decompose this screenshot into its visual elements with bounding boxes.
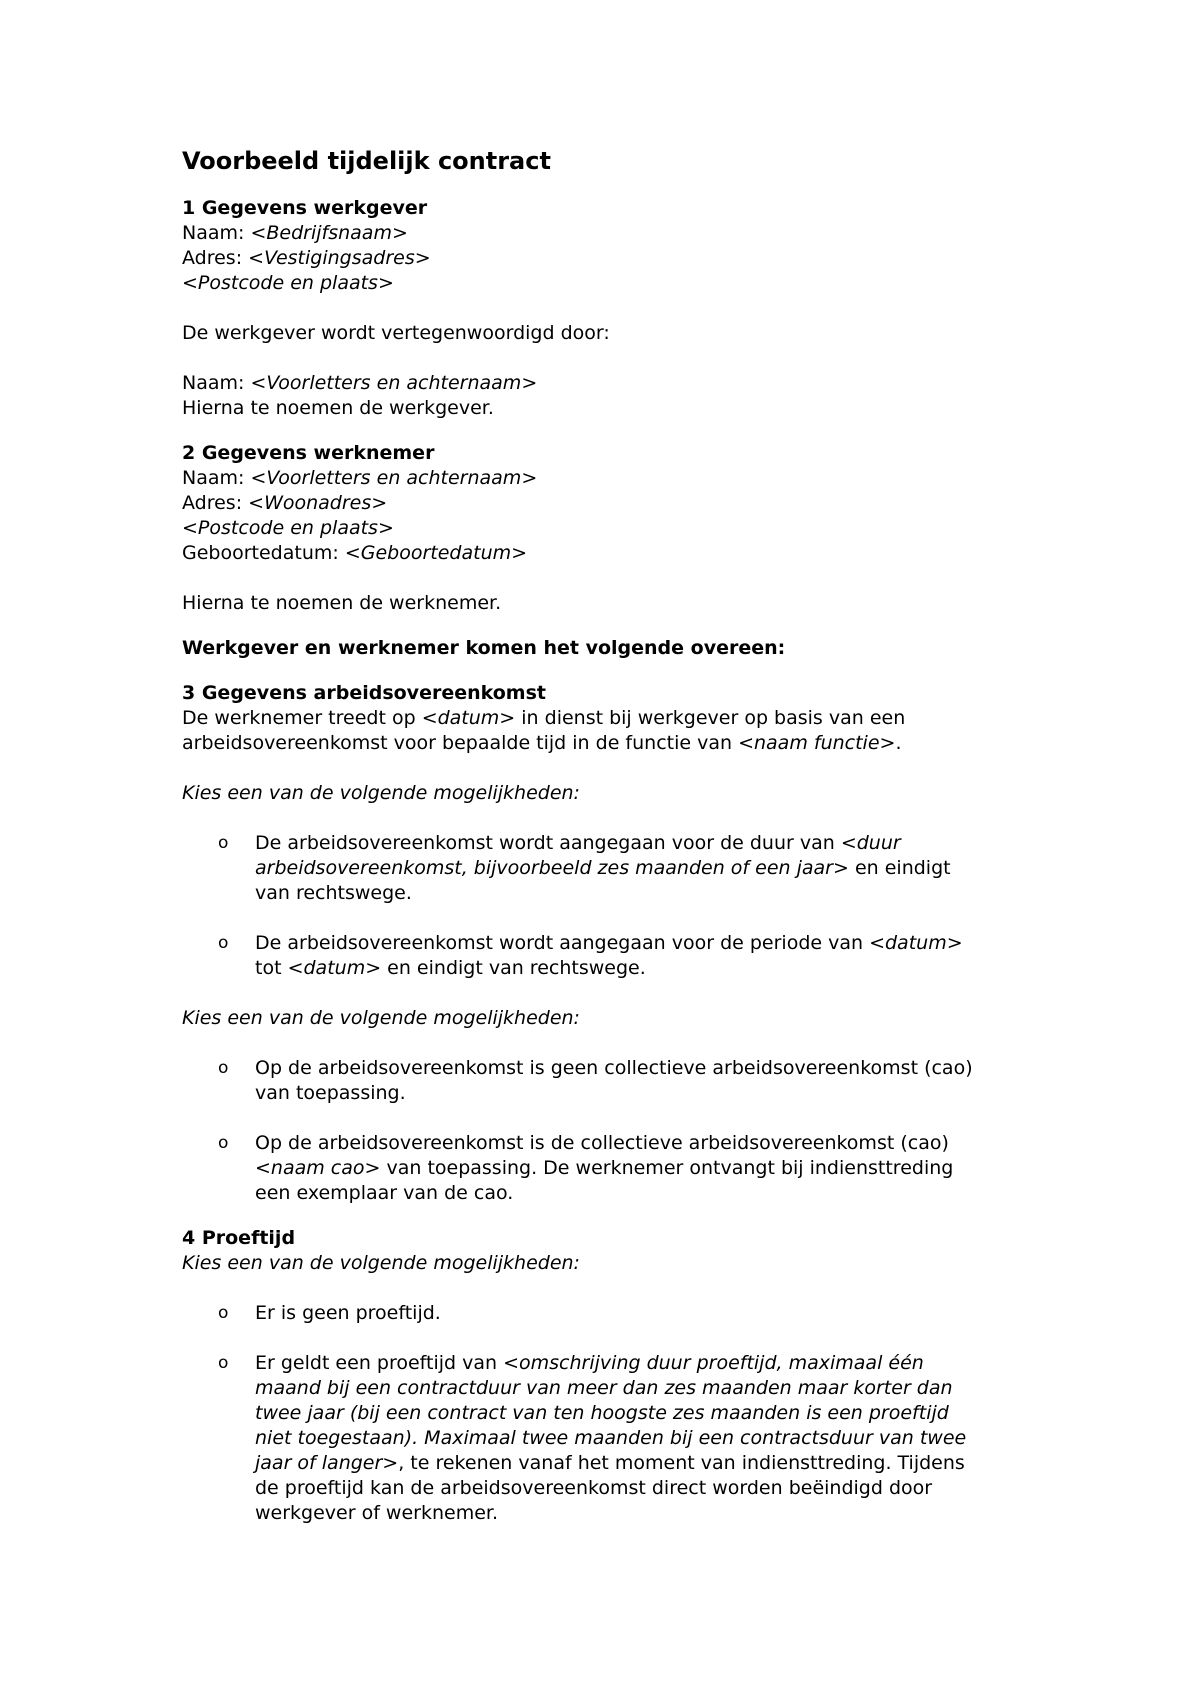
bullet-icon: o — [218, 933, 229, 953]
section-3-heading: 3 Gegevens arbeidsovereenkomst — [182, 682, 546, 704]
representative-name: Naam: <Voorletters en achternaam> — [182, 372, 538, 394]
employee-birthdate: Geboortedatum: <Geboortedatum> — [182, 542, 528, 564]
choose-instruction: Kies een van de volgende mogelijkheden: — [182, 782, 580, 804]
bullet-icon: o — [218, 833, 229, 853]
employer-address: Adres: <Vestigingsadres> — [182, 247, 431, 269]
option-fixed-period: o De arbeidsovereenkomst wordt aangegaan voor de periode van <datum> tot <datum> en eindigt van rechtswege. — [218, 932, 963, 979]
employee-hereinafter: Hierna te noemen de werknemer. — [182, 592, 502, 614]
employee-name: Naam: <Voorletters en achternaam> — [182, 467, 538, 489]
employer-name: Naam: <Bedrijfsnaam> — [182, 222, 408, 244]
option-cao-applies: o Op de arbeidsovereenkomst is de collectieve arbeidsovereenkomst (cao) <naam cao> van toepassing. De werknemer ontvangt bij indiensttreding een exemplaar van de cao. — [218, 1132, 954, 1204]
option-probation-period: o Er geldt een proeftijd van <omschrijving duur proeftijd, maximaal één maand bij een contractduur van meer dan zes maanden maar korter dan twee jaar (bij een contract van ten hoogste zes maanden is een proeftijd niet toegestaan). Maximaal twee maanden bij een contractsduur van twee jaar of langer>, te rekenen vanaf het moment van indiensttreding. Tijdens de proeftijd kan de arbeidsovereenkomst direct worden beëindigd door werkgever of werknemer. — [218, 1352, 967, 1524]
employee-postcode: <Postcode en plaats> — [182, 517, 394, 539]
option-no-cao: o Op de arbeidsovereenkomst is geen collectieve arbeidsovereenkomst (cao) van toepassing. — [218, 1057, 973, 1104]
agreement-heading: Werkgever en werknemer komen het volgende overeen: — [182, 637, 786, 659]
section-2-heading: 2 Gegevens werknemer — [182, 442, 435, 464]
bullet-icon: o — [218, 1058, 229, 1078]
employee-address: Adres: <Woonadres> — [182, 492, 388, 514]
bullet-icon: o — [218, 1303, 229, 1323]
section-1-heading: 1 Gegevens werkgever — [182, 197, 428, 219]
bullet-icon: o — [218, 1133, 229, 1153]
contract-paragraph-line-1: De werknemer treedt op <datum> in dienst bij werkgever op basis van een — [182, 707, 906, 729]
employer-represented-by: De werkgever wordt vertegenwoordigd door: — [182, 322, 610, 344]
employer-postcode: <Postcode en plaats> — [182, 272, 394, 294]
document-body — [182, 146, 1062, 1526]
section-4-heading: 4 Proeftijd — [182, 1227, 296, 1249]
contract-paragraph-line-2: arbeidsovereenkomst voor bepaalde tijd in de functie van <naam functie>. — [182, 732, 902, 754]
document-title: Voorbeeld tijdelijk contract — [182, 147, 551, 175]
employer-hereinafter: Hierna te noemen de werkgever. — [182, 397, 494, 419]
option-fixed-duration: o De arbeidsovereenkomst wordt aangegaan voor de duur van <duur arbeidsovereenkomst, bijvoorbeeld zes maanden of een jaar> en eindigt van rechtswege. — [218, 832, 951, 904]
bullet-icon: o — [218, 1353, 229, 1373]
option-no-probation: o Er is geen proeftijd. — [218, 1302, 441, 1324]
choose-instruction: Kies een van de volgende mogelijkheden: — [182, 1252, 580, 1274]
choose-instruction: Kies een van de volgende mogelijkheden: — [182, 1007, 580, 1029]
